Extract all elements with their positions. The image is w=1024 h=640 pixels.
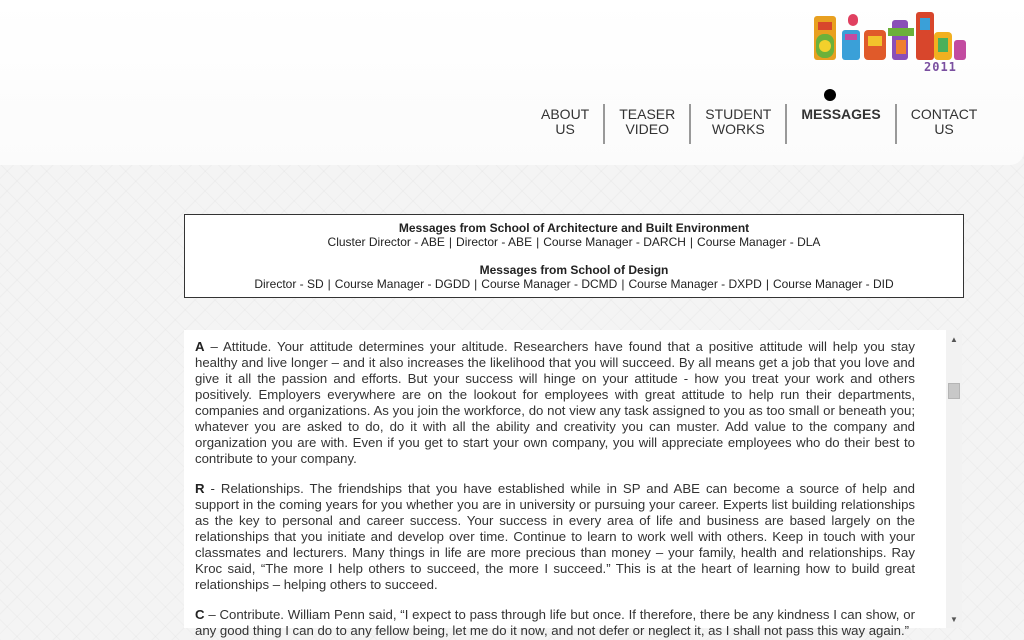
nav-about-us[interactable] <box>527 104 605 144</box>
paragraph-lead: C <box>195 607 205 622</box>
link-course-manager-did[interactable]: Course Manager - DID <box>772 277 894 291</box>
main-nav <box>527 104 991 144</box>
nav-label: MESSAGES <box>801 106 881 122</box>
nav-label: US <box>934 121 954 137</box>
nav-label: CONTACT <box>910 106 978 122</box>
nav-student-works[interactable] <box>691 104 787 144</box>
scroll-thumb[interactable] <box>948 383 960 399</box>
messages-box <box>184 214 964 298</box>
separator: | <box>689 235 694 249</box>
paragraph-lead: A <box>195 339 205 354</box>
separator: | <box>536 235 540 249</box>
link-course-manager-darch[interactable]: Course Manager - DARCH <box>543 235 686 249</box>
message-text <box>184 330 946 639</box>
nav-contact-us[interactable] <box>897 104 992 144</box>
abe-group <box>185 221 963 249</box>
paragraph-text: – Contribute. William Penn said, “I expect to pass through life but once. If therefore, there be any kindness I can show, or any good thing I can do to any fellow being, let me do it now, and not defer or neglect it, as I shall not pass this way again.” <box>195 607 915 638</box>
logo-year: 2011 <box>924 60 957 74</box>
separator: | <box>621 277 625 291</box>
sd-group <box>185 263 963 291</box>
link-course-manager-dla[interactable]: Course Manager - DLA <box>697 235 821 249</box>
link-course-manager-dcmd[interactable]: Course Manager - DCMD <box>481 277 618 291</box>
nav-messages[interactable] <box>787 104 896 144</box>
scroll-up-arrow-icon[interactable]: ▲ <box>950 335 958 344</box>
link-cluster-director-abe[interactable]: Cluster Director - ABE <box>327 235 445 249</box>
nav-label: WORKS <box>711 121 765 137</box>
nav-teaser-video[interactable] <box>605 104 691 144</box>
active-nav-indicator <box>824 89 836 101</box>
sd-title: Messages from School of Design <box>479 263 669 277</box>
nav-label: STUDENT <box>705 106 772 122</box>
nav-label: US <box>555 121 575 137</box>
separator: | <box>765 277 769 291</box>
nav-label: VIDEO <box>625 121 670 137</box>
abe-title: Messages from School of Architecture and Built Environment <box>398 221 750 235</box>
paragraph-relationships <box>195 481 915 593</box>
paragraph-text: - Relationships. The friendships that you have established while in SP and ABE can become a source of help and support in the coming years for you whether you are in university or pursuing your career. Experts list building relationships as the key to personal and career success. Your success in every area of life and business are based largely on the relationships that you initiate and develop over time. Continue to learn to work well with others. Keep in touch with your classmates and lecturers. Many things in life are more precious than money – your family, health and relationships. Ray Kroc said, “The more I help others to succeed, the more I succeed.” This is at the heart of learning how to build great relationships – helping others to succeed. <box>195 481 915 592</box>
link-course-manager-dgdd[interactable]: Course Manager - DGDD <box>334 277 471 291</box>
paragraph-text: – Attitude. Your attitude determines your altitude. Researchers have found that a positive attitude will help you stay healthy and live longer – and it also increases the likelihood that you will succeed. By all means get a job that you love and give it all the passion and efforts. But your success will hinge on your attitude - how you treat your work and others positively. Employers everywhere are on the lookout for employees with great attitude to help run their departments, companies and organizations. As you join the workforce, do not view any task assigned to you as too small or beneath you; whatever you are asked to do, do it with all the ability and creativity you can muster. Add value to the company and organization you are with. Even if you get to start your own company, you will appreciate employees who do their best to contribute to your company. <box>195 339 915 466</box>
paragraph-contribute <box>195 607 915 639</box>
nav-label: TEASER <box>619 106 676 122</box>
content-scrollbar[interactable] <box>946 330 962 628</box>
separator: | <box>474 277 478 291</box>
paragraph-attitude <box>195 339 915 467</box>
link-director-abe[interactable]: Director - ABE <box>456 235 533 249</box>
paragraph-lead: R <box>195 481 205 496</box>
nav-label: ABOUT <box>541 106 590 122</box>
link-course-manager-dxpd[interactable]: Course Manager - DXPD <box>628 277 762 291</box>
link-director-sd[interactable]: Director - SD <box>254 277 324 291</box>
message-content[interactable] <box>184 330 946 638</box>
scroll-down-arrow-icon[interactable]: ▼ <box>950 615 958 624</box>
separator: | <box>327 277 331 291</box>
separator: | <box>448 235 453 249</box>
